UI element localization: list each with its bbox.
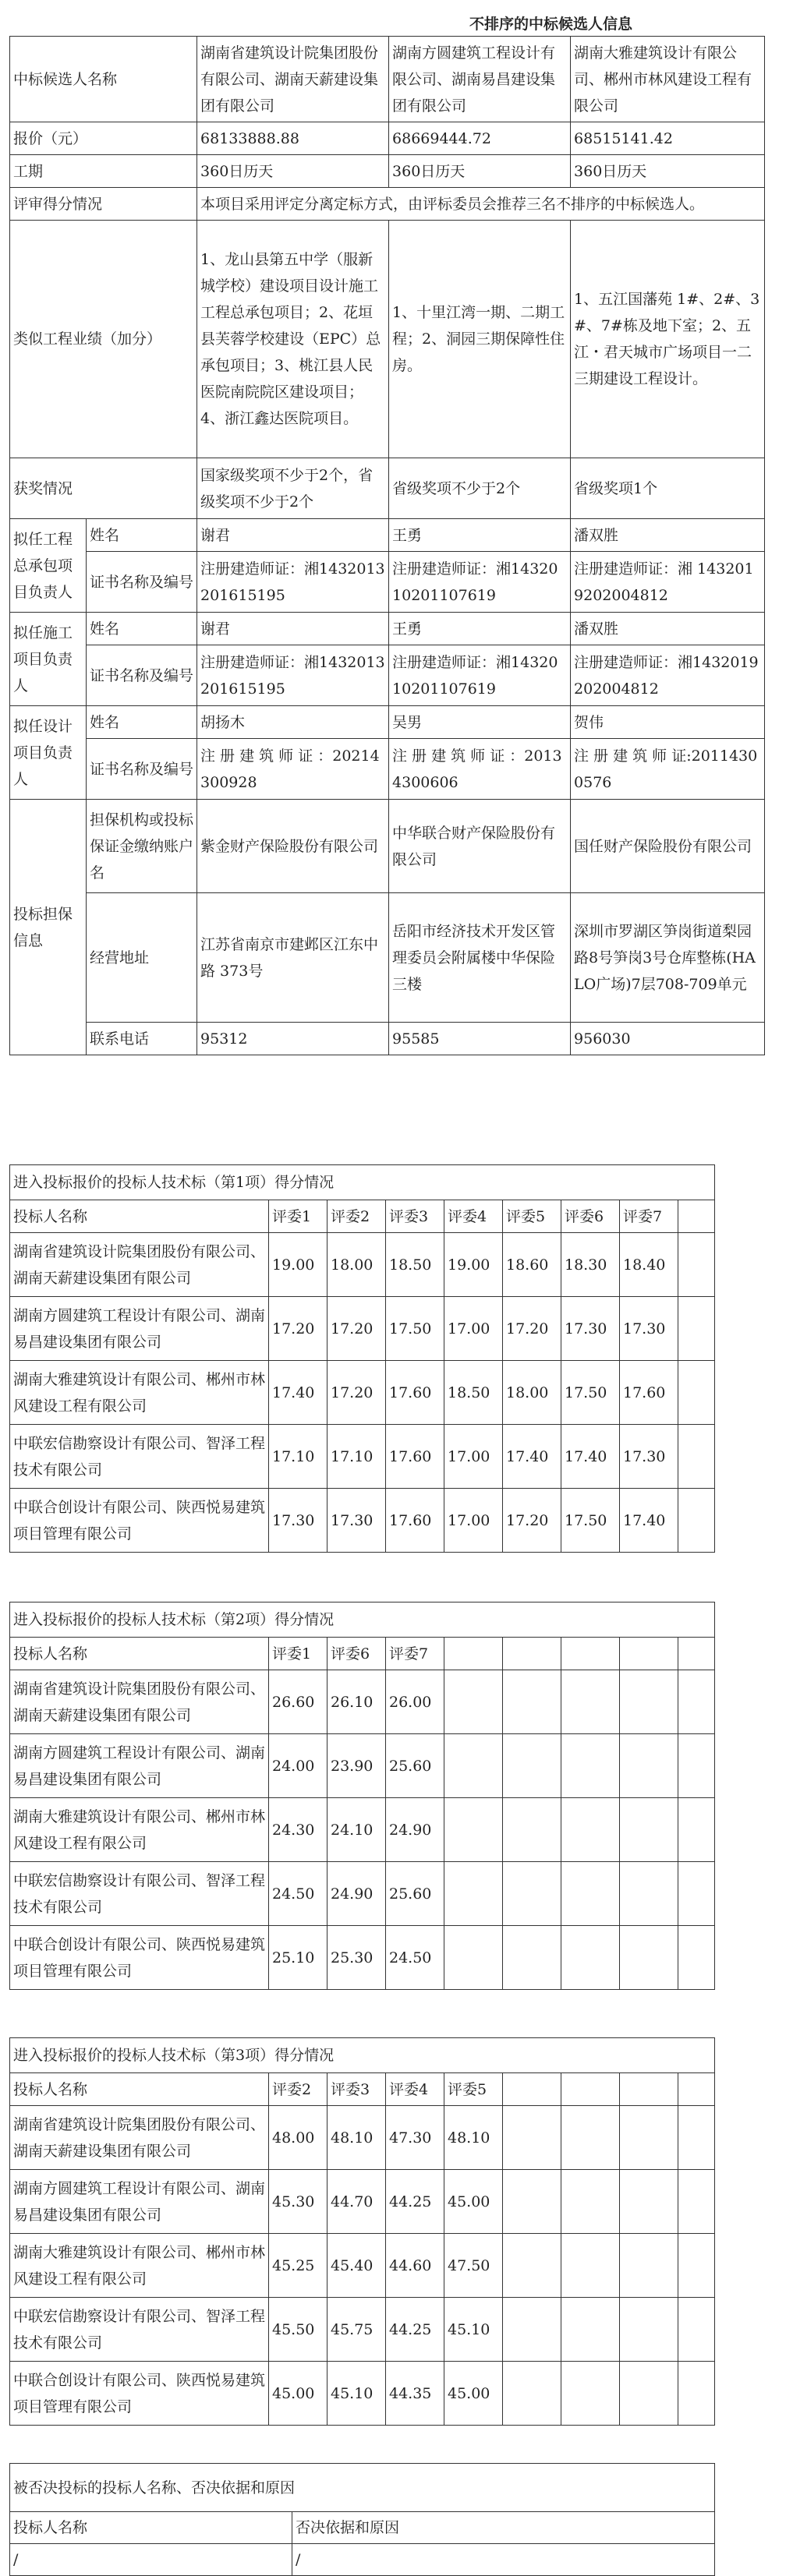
empty-cell <box>561 2106 620 2170</box>
score-cell: 18.00 <box>328 1233 386 1297</box>
column-header: 评委1 <box>269 1200 328 1233</box>
score-cell: 17.00 <box>444 1425 503 1489</box>
empty-cell <box>678 1670 715 1734</box>
score-cell: 17.30 <box>561 1297 620 1361</box>
column-header: 否决依据和原因 <box>292 2512 715 2544</box>
score-cell: 45.25 <box>269 2234 328 2298</box>
empty-cell <box>678 1297 715 1361</box>
table-row <box>10 739 765 800</box>
sub-label: 姓名 <box>87 706 197 739</box>
empty-cell <box>503 2234 561 2298</box>
sub-label: 联系电话 <box>87 1023 197 1055</box>
score-cell: 44.35 <box>386 2362 444 2426</box>
score-cell: 17.40 <box>269 1361 328 1425</box>
row-label: 拟任设计项目负责人 <box>10 706 87 800</box>
column-header: 投标人名称 <box>10 1200 269 1233</box>
candidate-2-construction-cert: 注册建造师证：湘1432010201107619 <box>389 645 571 706</box>
column-header: 投标人名称 <box>10 1638 269 1670</box>
row-label: 投标担保信息 <box>10 800 87 1055</box>
score-cell: 17.50 <box>386 1297 444 1361</box>
score-cell: 24.10 <box>328 1798 386 1862</box>
sub-label: 证书名称及编号 <box>87 552 197 613</box>
score-cell: 18.50 <box>444 1361 503 1425</box>
empty-cell <box>444 1638 503 1670</box>
empty-cell <box>678 2234 715 2298</box>
sub-label: 证书名称及编号 <box>87 645 197 706</box>
bidder-name: 中联合创设计有限公司、陕西悦易建筑项目管理有限公司 <box>10 2362 269 2426</box>
empty-cell <box>620 1638 678 1670</box>
row-label: 工期 <box>10 155 197 188</box>
empty-cell <box>620 2298 678 2362</box>
column-header: 评委2 <box>328 1200 386 1233</box>
score-cell: 24.00 <box>269 1734 328 1798</box>
empty-cell <box>620 1862 678 1926</box>
table-row <box>10 613 765 645</box>
empty-cell <box>503 2106 561 2170</box>
empty-cell <box>503 1926 561 1990</box>
candidate-3-awards: 省级奖项1个 <box>571 458 765 519</box>
empty-cell <box>503 2073 561 2106</box>
score-cell: 18.60 <box>503 1233 561 1297</box>
candidate-1-similar: 1、龙山县第五中学（服新城学校）建设项目设计施工工程总承包项目；2、花垣县芙蓉学校建设（EPC）总承包项目；3、桃江县人民医院南院院区建设项目；4、浙江鑫达医院项目。 <box>197 221 389 458</box>
candidate-1-name: 湖南省建筑设计院集团股份有限公司、湖南天薪建设集团有限公司 <box>197 37 389 122</box>
candidate-2-duration: 360日历天 <box>389 155 571 188</box>
score-cell: 26.60 <box>269 1670 328 1734</box>
empty-cell <box>561 1926 620 1990</box>
bidder-name: 中联宏信勘察设计有限公司、智泽工程技术有限公司 <box>10 2298 269 2362</box>
candidate-1-phone: 95312 <box>197 1023 389 1055</box>
column-header: 评委5 <box>503 1200 561 1233</box>
candidate-3-construction-cert: 注册建造师证：湘1432019202004812 <box>571 645 765 706</box>
table-row <box>10 1297 715 1361</box>
empty-cell <box>444 1670 503 1734</box>
empty-cell <box>561 1638 620 1670</box>
score-cell: 25.60 <box>386 1862 444 1926</box>
table-row <box>10 519 765 552</box>
candidate-2-design-cert: 注 册 建 筑 师 证 ：20134300606 <box>389 739 571 800</box>
table-row <box>10 1734 715 1798</box>
rejected-bidder-name: / <box>10 2544 292 2576</box>
bidder-name: 湖南大雅建筑设计有限公司、郴州市林风建设工程有限公司 <box>10 1361 269 1425</box>
empty-cell <box>678 2073 715 2106</box>
column-header: 评委3 <box>328 2073 386 2106</box>
bidder-name: 中联合创设计有限公司、陕西悦易建筑项目管理有限公司 <box>10 1489 269 1553</box>
candidate-1-address: 江苏省南京市建邺区江东中路 373号 <box>197 893 389 1023</box>
table-row <box>10 1425 715 1489</box>
score-cell: 17.60 <box>386 1489 444 1553</box>
empty-cell <box>678 1734 715 1798</box>
candidate-2-price: 68669444.72 <box>389 122 571 155</box>
empty-cell <box>503 1734 561 1798</box>
empty-cell <box>503 1670 561 1734</box>
candidate-3-price: 68515141.42 <box>571 122 765 155</box>
empty-cell <box>678 1926 715 1990</box>
bidder-name: 中联宏信勘察设计有限公司、智泽工程技术有限公司 <box>10 1425 269 1489</box>
empty-cell <box>678 2298 715 2362</box>
empty-cell <box>561 2234 620 2298</box>
empty-cell <box>678 1361 715 1425</box>
row-label: 中标候选人名称 <box>10 37 197 122</box>
score-cell: 24.90 <box>386 1798 444 1862</box>
empty-cell <box>503 2170 561 2234</box>
score-cell: 17.20 <box>328 1361 386 1425</box>
candidate-1-construction-cert: 注册建造师证：湘1432013201615195 <box>197 645 389 706</box>
candidate-2-epc-name: 王勇 <box>389 519 571 552</box>
empty-cell <box>678 2362 715 2426</box>
score-cell: 17.00 <box>444 1297 503 1361</box>
table-caption: 被否决投标的投标人名称、否决依据和原因 <box>10 2464 715 2512</box>
empty-cell <box>620 1798 678 1862</box>
score-cell: 17.30 <box>620 1425 678 1489</box>
score-cell: 26.00 <box>386 1670 444 1734</box>
row-label: 报价（元） <box>10 122 197 155</box>
evaluation-text: 本项目采用评定分离定标方式，由评标委员会推荐三名不排序的中标候选人。 <box>197 188 765 221</box>
table-row <box>10 1670 715 1734</box>
candidate-2-name: 湖南方圆建筑工程设计有限公司、湖南易昌建设集团有限公司 <box>389 37 571 122</box>
bidder-name: 湖南省建筑设计院集团股份有限公司、湖南天薪建设集团有限公司 <box>10 1670 269 1734</box>
candidate-3-phone: 956030 <box>571 1023 765 1055</box>
score-cell: 25.10 <box>269 1926 328 1990</box>
bidder-name: 中联合创设计有限公司、陕西悦易建筑项目管理有限公司 <box>10 1926 269 1990</box>
table-row <box>10 2234 715 2298</box>
rejected-bidders-table <box>9 2463 715 2576</box>
table-caption: 进入投标报价的投标人技术标（第1项）得分情况 <box>10 1165 715 1200</box>
table-row <box>10 2298 715 2362</box>
empty-cell <box>561 1734 620 1798</box>
empty-cell <box>620 2234 678 2298</box>
score-cell: 45.00 <box>444 2170 503 2234</box>
empty-cell <box>561 2170 620 2234</box>
empty-cell <box>561 1798 620 1862</box>
score-cell: 24.50 <box>386 1926 444 1990</box>
candidate-1-awards: 国家级奖项不少于2个，省级奖项不少于2个 <box>197 458 389 519</box>
tech-score-table-3 <box>9 2037 715 2426</box>
row-label: 评审得分情况 <box>10 188 197 221</box>
empty-cell <box>561 1862 620 1926</box>
score-cell: 24.90 <box>328 1862 386 1926</box>
score-cell: 17.60 <box>386 1361 444 1425</box>
score-cell: 17.20 <box>503 1297 561 1361</box>
candidate-1-guarantor: 紫金财产保险股份有限公司 <box>197 800 389 893</box>
table-header-row <box>10 2512 715 2544</box>
score-cell: 25.30 <box>328 1926 386 1990</box>
empty-cell <box>444 1798 503 1862</box>
score-cell: 17.60 <box>620 1361 678 1425</box>
column-header: 评委6 <box>328 1638 386 1670</box>
sub-label: 经营地址 <box>87 893 197 1023</box>
row-label: 获奖情况 <box>10 458 197 519</box>
empty-cell <box>620 1926 678 1990</box>
tech-score-table-2 <box>9 1602 715 1990</box>
score-cell: 17.40 <box>620 1489 678 1553</box>
score-cell: 17.20 <box>503 1489 561 1553</box>
bidder-name: 湖南方圆建筑工程设计有限公司、湖南易昌建设集团有限公司 <box>10 1734 269 1798</box>
table-header-row <box>10 1200 715 1233</box>
table-row <box>10 1361 715 1425</box>
score-cell: 19.00 <box>269 1233 328 1297</box>
column-header: 评委1 <box>269 1638 328 1670</box>
candidate-2-construction-name: 王勇 <box>389 613 571 645</box>
candidate-1-design-name: 胡扬木 <box>197 706 389 739</box>
table-row <box>10 706 765 739</box>
score-cell: 19.00 <box>444 1233 503 1297</box>
column-header: 投标人名称 <box>10 2512 292 2544</box>
table-row <box>10 552 765 613</box>
score-cell: 23.90 <box>328 1734 386 1798</box>
page-title: 不排序的中标候选人信息 <box>469 16 633 33</box>
bidder-name: 湖南方圆建筑工程设计有限公司、湖南易昌建设集团有限公司 <box>10 1297 269 1361</box>
empty-cell <box>620 2362 678 2426</box>
candidate-3-epc-name: 潘双胜 <box>571 519 765 552</box>
candidate-1-epc-name: 谢君 <box>197 519 389 552</box>
sub-label: 证书名称及编号 <box>87 739 197 800</box>
score-cell: 24.30 <box>269 1798 328 1862</box>
column-header: 评委6 <box>561 1200 620 1233</box>
empty-cell <box>678 2106 715 2170</box>
score-cell: 45.30 <box>269 2170 328 2234</box>
table-row <box>10 2170 715 2234</box>
score-cell: 44.60 <box>386 2234 444 2298</box>
table-caption: 进入投标报价的投标人技术标（第2项）得分情况 <box>10 1602 715 1638</box>
score-cell: 17.30 <box>269 1489 328 1553</box>
score-cell: 17.40 <box>503 1425 561 1489</box>
bidder-name: 中联宏信勘察设计有限公司、智泽工程技术有限公司 <box>10 1862 269 1926</box>
score-cell: 17.40 <box>561 1425 620 1489</box>
table-row <box>10 221 765 458</box>
score-cell: 47.50 <box>444 2234 503 2298</box>
table-caption: 进入投标报价的投标人技术标（第3项）得分情况 <box>10 2038 715 2073</box>
candidate-3-construction-name: 潘双胜 <box>571 613 765 645</box>
sub-label: 担保机构或投标保证金缴纳账户名 <box>87 800 197 893</box>
table-header-row <box>10 1638 715 1670</box>
column-header: 评委2 <box>269 2073 328 2106</box>
empty-cell <box>444 1926 503 1990</box>
empty-cell <box>561 1670 620 1734</box>
empty-cell <box>620 1670 678 1734</box>
score-cell: 25.60 <box>386 1734 444 1798</box>
empty-cell <box>561 2298 620 2362</box>
row-label: 类似工程业绩（加分） <box>10 221 197 458</box>
empty-cell <box>503 2362 561 2426</box>
score-cell: 45.50 <box>269 2298 328 2362</box>
empty-cell <box>503 1862 561 1926</box>
score-cell: 48.10 <box>444 2106 503 2170</box>
candidate-3-name: 湖南大雅建筑设计有限公司、郴州市林风建设工程有限公司 <box>571 37 765 122</box>
score-cell: 44.25 <box>386 2170 444 2234</box>
empty-cell <box>620 2073 678 2106</box>
bidder-name: 湖南省建筑设计院集团股份有限公司、湖南天薪建设集团有限公司 <box>10 2106 269 2170</box>
candidates-table <box>9 36 765 1055</box>
table-row <box>10 1023 765 1055</box>
candidate-2-awards: 省级奖项不少于2个 <box>389 458 571 519</box>
table-row <box>10 2106 715 2170</box>
empty-cell <box>620 2106 678 2170</box>
candidate-2-epc-cert: 注册建造师证：湘1432010201107619 <box>389 552 571 613</box>
score-cell: 45.00 <box>269 2362 328 2426</box>
candidate-2-phone: 95585 <box>389 1023 571 1055</box>
score-cell: 44.70 <box>328 2170 386 2234</box>
candidate-3-epc-cert: 注册建造师证：湘 1432019202004812 <box>571 552 765 613</box>
empty-cell <box>678 1233 715 1297</box>
score-cell: 45.40 <box>328 2234 386 2298</box>
candidate-1-design-cert: 注 册 建 筑 师 证 ：20214300928 <box>197 739 389 800</box>
sub-label: 姓名 <box>87 519 197 552</box>
candidate-2-similar: 1、十里江湾一期、二期工程；2、洞园三期保障性住房。 <box>389 221 571 458</box>
table-row <box>10 458 765 519</box>
score-cell: 18.00 <box>503 1361 561 1425</box>
bidder-name: 湖南省建筑设计院集团股份有限公司、湖南天薪建设集团有限公司 <box>10 1233 269 1297</box>
column-header: 评委3 <box>386 1200 444 1233</box>
score-cell: 17.30 <box>328 1489 386 1553</box>
row-label: 拟任施工项目负责人 <box>10 613 87 706</box>
table-row <box>10 155 765 188</box>
score-cell: 17.50 <box>561 1489 620 1553</box>
empty-cell <box>678 1489 715 1553</box>
column-header: 评委4 <box>444 1200 503 1233</box>
score-cell: 47.30 <box>386 2106 444 2170</box>
table-row <box>10 800 765 893</box>
candidate-3-design-cert: 注 册 建 筑 师 证:20114300576 <box>571 739 765 800</box>
sub-label: 姓名 <box>87 613 197 645</box>
score-cell: 45.75 <box>328 2298 386 2362</box>
table-row <box>10 2362 715 2426</box>
rejection-reason: / <box>292 2544 715 2576</box>
table-header-row <box>10 2073 715 2106</box>
table-row <box>10 1233 715 1297</box>
table-row <box>10 1926 715 1990</box>
table-row <box>10 2544 715 2576</box>
candidate-1-construction-name: 谢君 <box>197 613 389 645</box>
bidder-name: 湖南大雅建筑设计有限公司、郴州市林风建设工程有限公司 <box>10 2234 269 2298</box>
bidder-name: 湖南大雅建筑设计有限公司、郴州市林风建设工程有限公司 <box>10 1798 269 1862</box>
empty-cell <box>503 2298 561 2362</box>
empty-cell <box>620 2170 678 2234</box>
table-row <box>10 1798 715 1862</box>
empty-cell <box>678 1638 715 1670</box>
score-cell: 17.20 <box>328 1297 386 1361</box>
score-cell: 17.60 <box>386 1425 444 1489</box>
score-cell: 17.10 <box>269 1425 328 1489</box>
candidate-1-epc-cert: 注册建造师证：湘1432013201615195 <box>197 552 389 613</box>
candidate-3-similar: 1、五江国藩苑 1#、2#、3#、7#栋及地下室；2、五江・君天城市广场项目一二三期建设工程设计。 <box>571 221 765 458</box>
candidate-3-design-name: 贺伟 <box>571 706 765 739</box>
table-row <box>10 893 765 1023</box>
column-header: 投标人名称 <box>10 2073 269 2106</box>
empty-cell <box>503 1638 561 1670</box>
row-label: 拟任工程总承包项目负责人 <box>10 519 87 613</box>
score-cell: 45.10 <box>328 2362 386 2426</box>
table-row <box>10 37 765 122</box>
empty-cell <box>620 1734 678 1798</box>
empty-cell <box>561 2073 620 2106</box>
score-cell: 18.40 <box>620 1233 678 1297</box>
table-row <box>10 1489 715 1553</box>
empty-cell <box>678 1200 715 1233</box>
score-cell: 18.50 <box>386 1233 444 1297</box>
column-header: 评委7 <box>620 1200 678 1233</box>
bidder-name: 湖南方圆建筑工程设计有限公司、湖南易昌建设集团有限公司 <box>10 2170 269 2234</box>
score-cell: 17.20 <box>269 1297 328 1361</box>
score-cell: 17.30 <box>620 1297 678 1361</box>
table-row <box>10 645 765 706</box>
score-cell: 24.50 <box>269 1862 328 1926</box>
score-cell: 48.00 <box>269 2106 328 2170</box>
candidate-2-guarantor: 中华联合财产保险股份有限公司 <box>389 800 571 893</box>
column-header: 评委5 <box>444 2073 503 2106</box>
score-cell: 26.10 <box>328 1670 386 1734</box>
score-cell: 18.30 <box>561 1233 620 1297</box>
candidate-3-address: 深圳市罗湖区笋岗街道梨园路8号笋岗3号仓库整栋(HALO广场)7层708-709单元 <box>571 893 765 1023</box>
empty-cell <box>678 1798 715 1862</box>
score-cell: 17.00 <box>444 1489 503 1553</box>
score-cell: 17.10 <box>328 1425 386 1489</box>
empty-cell <box>678 1425 715 1489</box>
candidate-3-duration: 360日历天 <box>571 155 765 188</box>
score-cell: 17.50 <box>561 1361 620 1425</box>
tech-score-table-1 <box>9 1164 715 1553</box>
empty-cell <box>561 2362 620 2426</box>
score-cell: 44.25 <box>386 2298 444 2362</box>
score-cell: 48.10 <box>328 2106 386 2170</box>
empty-cell <box>444 1734 503 1798</box>
empty-cell <box>678 2170 715 2234</box>
column-header: 评委7 <box>386 1638 444 1670</box>
table-row <box>10 1862 715 1926</box>
column-header: 评委4 <box>386 2073 444 2106</box>
candidate-3-guarantor: 国任财产保险股份有限公司 <box>571 800 765 893</box>
empty-cell <box>503 1798 561 1862</box>
candidate-2-design-name: 吴男 <box>389 706 571 739</box>
empty-cell <box>678 1862 715 1926</box>
score-cell: 45.10 <box>444 2298 503 2362</box>
candidate-1-price: 68133888.88 <box>197 122 389 155</box>
table-row <box>10 188 765 221</box>
table-row <box>10 122 765 155</box>
empty-cell <box>444 1862 503 1926</box>
candidate-2-address: 岳阳市经济技术开发区管理委员会附属楼中华保险三楼 <box>389 893 571 1023</box>
candidate-1-duration: 360日历天 <box>197 155 389 188</box>
score-cell: 45.00 <box>444 2362 503 2426</box>
